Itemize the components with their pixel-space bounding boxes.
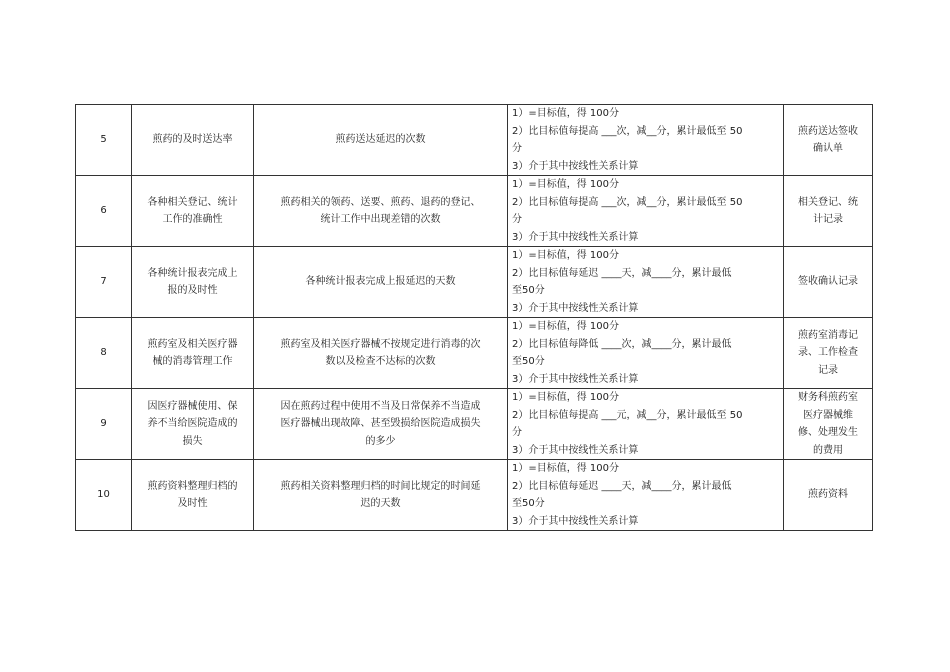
scoring-rule-line: 3）介于其中按线性关系计算 xyxy=(512,160,639,172)
data-source xyxy=(784,105,873,176)
table-row xyxy=(76,176,873,247)
data-source-line: 煎药资料 xyxy=(808,489,848,501)
kpi-definition-line: 各种统计报表完成上报延迟的天数 xyxy=(305,276,456,288)
kpi-definition xyxy=(254,318,508,389)
scoring-rule-line: 至50分 xyxy=(512,498,545,509)
scoring-rules xyxy=(508,247,784,318)
scoring-rule-line: 2）比目标值每延迟 ____天，减____分，累计最低 xyxy=(512,480,732,492)
data-source-line: 的费用 xyxy=(813,444,843,456)
kpi-definition xyxy=(254,105,508,176)
scoring-rule-line: 3）介于其中按线性关系计算 xyxy=(512,444,639,456)
kpi-definition-line: 迟的天数 xyxy=(360,498,401,509)
scoring-rule-line: 3）介于其中按线性关系计算 xyxy=(512,231,639,243)
kpi-definition-line: 医疗器械出现故障、甚至毁损给医院造成损失 xyxy=(280,418,481,430)
data-source-line: 记录 xyxy=(818,364,838,376)
kpi-table xyxy=(75,104,873,531)
kpi-definition-line: 统计工作中出现差错的次数 xyxy=(320,214,441,225)
kpi-definition xyxy=(254,247,508,318)
scoring-rule-line: 1）=目标值，得 100分 xyxy=(512,392,620,403)
kpi-item xyxy=(132,389,254,460)
kpi-item-line: 养不当给医院造成的 xyxy=(147,418,238,430)
row-number: 8 xyxy=(76,318,132,389)
kpi-item-line: 损失 xyxy=(182,435,203,447)
table-row xyxy=(76,389,873,460)
row-number: 5 xyxy=(76,105,132,176)
scoring-rules xyxy=(508,389,784,460)
table-row xyxy=(76,460,873,531)
table-row xyxy=(76,318,873,389)
kpi-item-line: 煎药的及时送达率 xyxy=(152,134,233,146)
kpi-item-line: 械的消毒管理工作 xyxy=(152,356,233,367)
data-source-line: 确认单 xyxy=(813,143,843,154)
kpi-definition xyxy=(254,389,508,460)
scoring-rules xyxy=(508,318,784,389)
data-source xyxy=(784,176,873,247)
scoring-rule-line: 至50分 xyxy=(512,285,545,296)
scoring-rule-line: 分 xyxy=(512,143,522,154)
data-source-line: 录、工作检查 xyxy=(798,347,858,359)
data-source-line: 修、处理发生 xyxy=(798,427,858,438)
kpi-definition-line: 煎药相关的领药、送要、煎药、退药的登记、 xyxy=(280,196,481,208)
kpi-definition-line: 煎药相关资料整理归档的时间比规定的时间延 xyxy=(280,480,481,492)
kpi-definition-line: 数以及检查不达标的次数 xyxy=(325,356,436,367)
scoring-rules xyxy=(508,105,784,176)
scoring-rule-line: 3）介于其中按线性关系计算 xyxy=(512,302,639,314)
kpi-definition xyxy=(254,176,508,247)
data-source xyxy=(784,247,873,318)
data-source-line: 医疗器械维 xyxy=(803,409,853,421)
data-source-line: 煎药室消毒记 xyxy=(798,329,858,341)
scoring-rule-line: 1）=目标值，得 100分 xyxy=(512,250,620,261)
scoring-rule-line: 1）=目标值，得 100分 xyxy=(512,179,620,190)
scoring-rule-line: 2）比目标值每延迟 ____天，减____分，累计最低 xyxy=(512,267,732,279)
kpi-item-line: 各种相关登记、统计 xyxy=(147,196,238,208)
scoring-rule-line: 1）=目标值，得 100分 xyxy=(512,463,620,474)
scoring-rule-line: 2）比目标值每提高 ___次，减__分，累计最低至 50 xyxy=(512,196,743,208)
row-number: 9 xyxy=(76,389,132,460)
data-source xyxy=(784,460,873,531)
data-source-line: 签收确认记录 xyxy=(798,276,858,288)
kpi-definition-line: 的多少 xyxy=(365,435,396,447)
scoring-rule-line: 分 xyxy=(512,214,522,225)
kpi-item-line: 及时性 xyxy=(177,498,208,509)
kpi-item-line: 煎药资料整理归档的 xyxy=(147,480,238,492)
kpi-table-body xyxy=(76,105,873,531)
kpi-definition xyxy=(254,460,508,531)
kpi-item xyxy=(132,176,254,247)
kpi-item-line: 工作的准确性 xyxy=(162,214,223,225)
scoring-rules xyxy=(508,176,784,247)
scoring-rule-line: 分 xyxy=(512,427,522,438)
data-source-line: 相关登记、统 xyxy=(798,196,858,208)
scoring-rule-line: 2）比目标值每降低 ____次，减____分，累计最低 xyxy=(512,338,732,350)
kpi-item xyxy=(132,247,254,318)
row-number: 10 xyxy=(76,460,132,531)
scoring-rule-line: 3）介于其中按线性关系计算 xyxy=(512,373,639,385)
table-row xyxy=(76,247,873,318)
row-number: 7 xyxy=(76,247,132,318)
data-source xyxy=(784,318,873,389)
kpi-item xyxy=(132,105,254,176)
kpi-item-line: 煎药室及相关医疗器 xyxy=(147,338,238,350)
scoring-rule-line: 至50分 xyxy=(512,356,545,367)
kpi-item-line: 因医疗器械使用、保 xyxy=(147,400,238,412)
kpi-item xyxy=(132,318,254,389)
data-source-line: 煎药送达签收 xyxy=(798,125,858,137)
kpi-item-line: 各种统计报表完成上 xyxy=(147,267,238,279)
row-number: 6 xyxy=(76,176,132,247)
kpi-item xyxy=(132,460,254,531)
data-source-line: 财务科煎药室 xyxy=(798,392,858,403)
data-source-line: 计记录 xyxy=(813,214,843,225)
scoring-rule-line: 3）介于其中按线性关系计算 xyxy=(512,515,639,527)
scoring-rule-line: 2）比目标值每提高 ___元，减__分，累计最低至 50 xyxy=(512,409,743,421)
scoring-rule-line: 1）=目标值，得 100分 xyxy=(512,321,620,332)
kpi-definition-line: 因在煎药过程中使用不当及日常保养不当造成 xyxy=(280,400,481,412)
scoring-rule-line: 2）比目标值每提高 ___次，减__分，累计最低至 50 xyxy=(512,125,743,137)
kpi-item-line: 报的及时性 xyxy=(167,285,218,296)
kpi-definition-line: 煎药送达延迟的次数 xyxy=(335,134,426,146)
scoring-rules xyxy=(508,460,784,531)
table-row xyxy=(76,105,873,176)
scoring-rule-line: 1）=目标值，得 100分 xyxy=(512,108,620,119)
kpi-definition-line: 煎药室及相关医疗器械不按规定进行消毒的次 xyxy=(280,338,481,350)
data-source xyxy=(784,389,873,460)
